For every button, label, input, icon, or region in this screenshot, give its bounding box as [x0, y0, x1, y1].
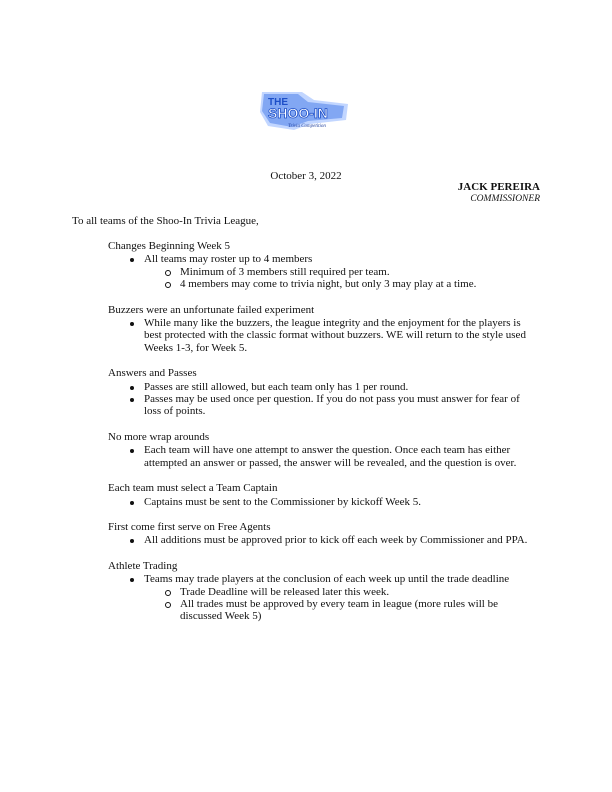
bullet-item	[108, 496, 538, 508]
signer-name: JACK PEREIRA	[457, 181, 540, 193]
section-heading: No more wrap arounds	[108, 430, 210, 443]
section	[108, 482, 538, 508]
bullet-text: Passes are still allowed, but each team only has 1 per round.	[144, 380, 409, 393]
bullet-list	[108, 381, 538, 418]
bullet-item	[108, 393, 538, 418]
section-heading: Buzzers were an unfortunate failed experiment	[108, 303, 315, 316]
bullet-list	[108, 253, 538, 290]
bullet-text: Captains must be sent to the Commissioner by kickoff Week 5.	[144, 495, 422, 508]
sub-bullet-list	[144, 586, 538, 623]
bullet-list	[108, 573, 538, 623]
section	[108, 521, 538, 547]
section-heading: First come first serve on Free Agents	[108, 520, 271, 533]
letter-date: October 3, 2022	[270, 170, 342, 182]
bullet-list	[108, 496, 538, 508]
bullet-text: Each team will have one attempt to answer the question. Once each team has either attempted an answer or passed, the answer will be revealed, and the question is over.	[144, 444, 517, 469]
logo-line1: THE	[268, 97, 288, 108]
sub-bullet-item: 4 members may come to trivia night, but only 3 may play at a time.	[144, 278, 538, 290]
section-heading: Answers and Passes	[108, 367, 197, 380]
logo-line2: SHOO-IN	[268, 105, 328, 121]
bullet-list	[108, 444, 538, 469]
section-heading: Changes Beginning Week 5	[108, 240, 231, 252]
signer-block	[458, 181, 540, 204]
signer-title: COMMISSIONER	[470, 194, 540, 204]
section-heading: Each team must select a Team Captain	[108, 482, 278, 495]
letter-body	[108, 240, 538, 636]
section-heading: Athlete Trading	[108, 559, 178, 572]
bullet-item	[108, 573, 538, 623]
sub-bullet-list	[144, 266, 538, 291]
bullet-list	[108, 317, 538, 354]
section	[108, 431, 538, 469]
sub-bullet-item: Minimum of 3 members still required per team.	[144, 266, 538, 278]
bullet-item	[108, 534, 538, 546]
sub-bullet-item: All trades must be approved by every team in league (more rules will be discussed Week 5)	[144, 598, 538, 623]
greeting: To all teams of the Shoo-In Trivia League,	[72, 215, 259, 227]
shoo-in-logo	[258, 90, 350, 134]
section	[108, 367, 538, 418]
bullet-text: Teams may trade players at the conclusion of each week up until the trade deadline	[144, 573, 510, 586]
bullet-text: While many like the buzzers, the league integrity and the enjoyment for the players is best protected with the classic format without buzzers. WE will return to the style used Weeks 1-3, for Week 5.	[144, 317, 526, 354]
section	[108, 560, 538, 623]
bullet-text: All additions must be approved prior to kick off each week by Commissioner and PPA.	[144, 534, 528, 547]
section	[108, 240, 538, 291]
bullet-item	[108, 253, 538, 290]
bullet-list	[108, 534, 538, 546]
bullet-item	[108, 381, 538, 393]
bullet-text: All teams may roster up to 4 members	[144, 253, 313, 266]
bullet-item	[108, 444, 538, 469]
bullet-item	[108, 317, 538, 354]
section	[108, 304, 538, 355]
logo-graphic	[258, 90, 350, 134]
logo-tagline: Trivia Competition	[288, 124, 326, 129]
sub-bullet-item: Trade Deadline will be released later this week.	[144, 586, 538, 598]
bullet-text: Passes may be used once per question. If you do not pass you must answer for fear of loss of points.	[144, 393, 520, 418]
